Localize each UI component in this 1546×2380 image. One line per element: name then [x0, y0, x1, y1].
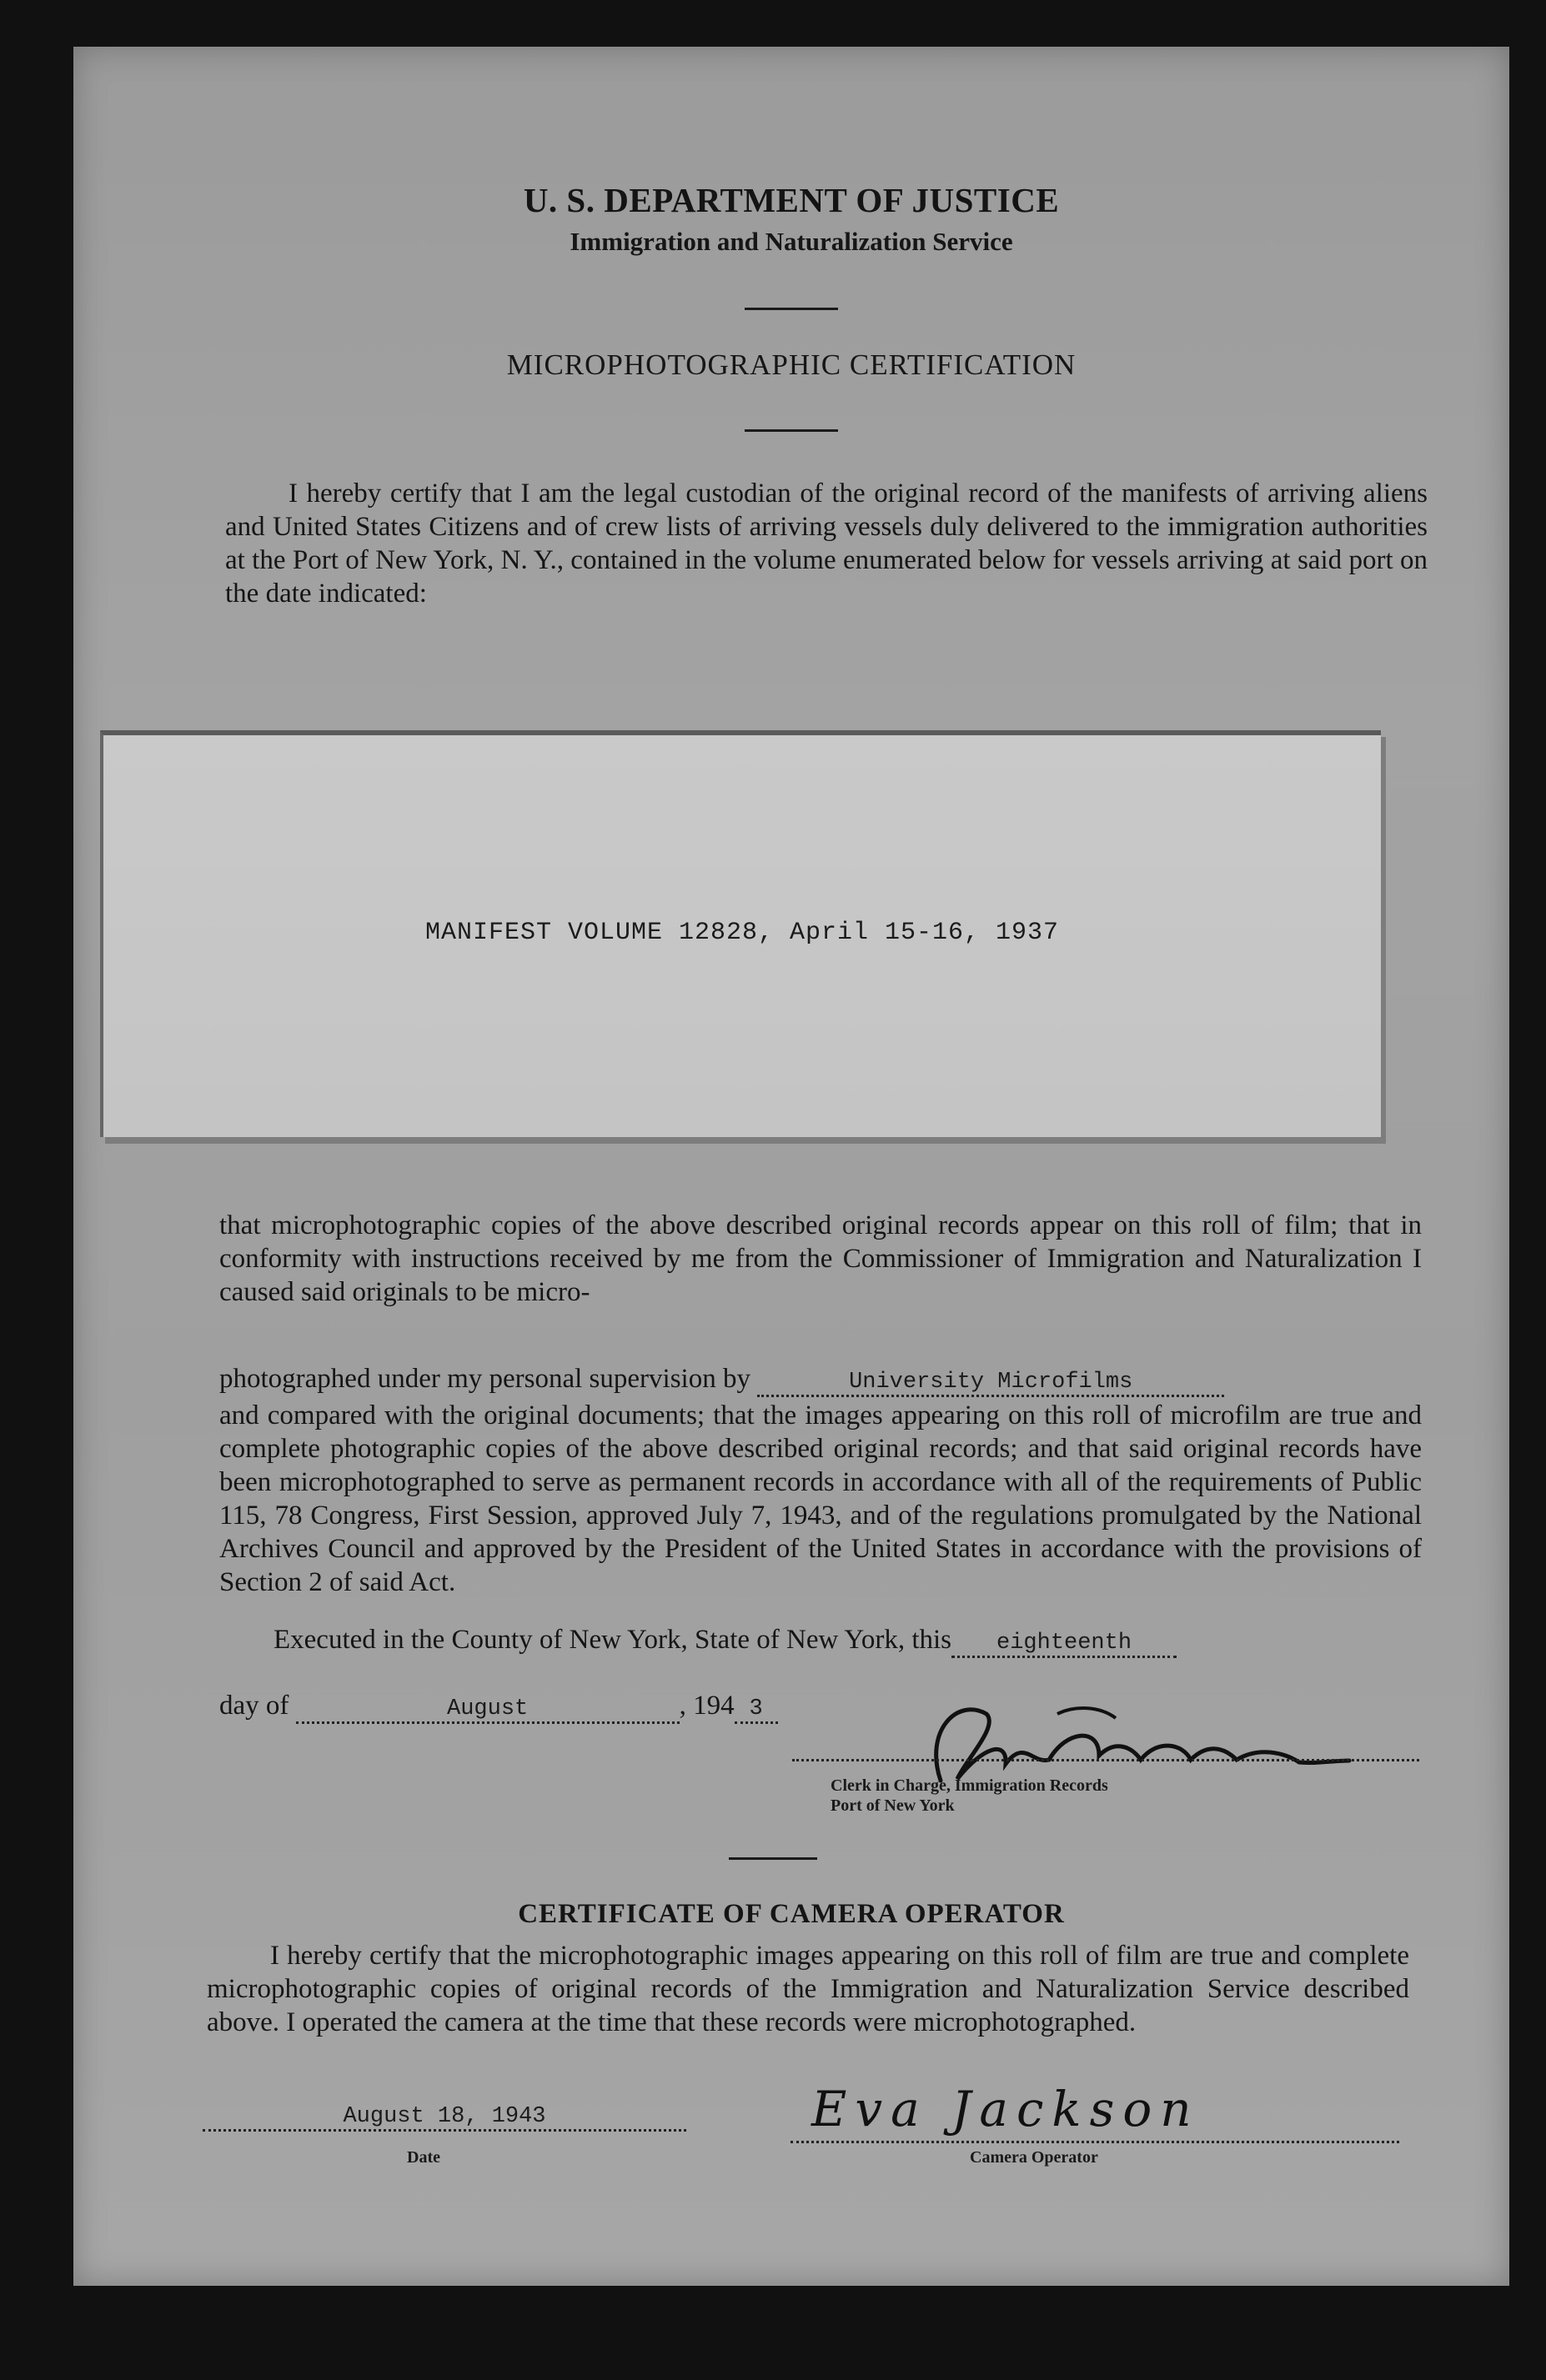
- manifest-volume-text: MANIFEST VOLUME 12828, April 15-16, 1937: [424, 919, 1060, 947]
- supervisor-field: University Microfilms: [757, 1370, 1224, 1397]
- intro-text: I hereby certify that I am the legal custodian of the original record of the manifests of arriving aliens and United States Citizens and of crew lists of arriving vessels duly delivered to the immigration authorities at the Port of New York, N. Y., contained in the volume enumerated below for vessels arriving at said port on the date indicated:: [225, 479, 1428, 609]
- divider: [745, 429, 838, 432]
- clerk-signature-line: [792, 1756, 1419, 1761]
- intro-paragraph: [225, 477, 1428, 610]
- executed-line: [274, 1625, 1177, 1658]
- divider: [745, 308, 838, 310]
- department-heading: U. S. DEPARTMENT OF JUSTICE: [523, 181, 1060, 219]
- executed-prefix: Executed in the County of New York, State of New York, this: [274, 1625, 952, 1655]
- operator-signature-line: [791, 2137, 1399, 2143]
- service-subheading: Immigration and Naturalization Service: [570, 227, 1013, 256]
- camera-certificate-paragraph: [207, 1939, 1409, 2039]
- supervision-line: [219, 1364, 1224, 1397]
- body-text-2: and compared with the original documents; that the images appearing on this roll of microfilm are true and complete photographic copies of the above described original records; and that said original records have been microphotographed to serve as permanent records in accordance with all of the requirements of Public 115, 78 Congress, First Session, approved July 7, 1943, and of the regulations promulgated by the National Archives Council and approved by the President of the United States in accordance with the provisions of Section 2 of said Act.: [219, 1400, 1422, 1597]
- operator-signature: Eva Jackson: [811, 2081, 1200, 2137]
- body-paragraph-1: [219, 1209, 1422, 1309]
- body-paragraph-2: [219, 1399, 1422, 1599]
- clerk-title-line1: Clerk in Charge, Immigration Records: [831, 1776, 1108, 1795]
- camera-certificate-title: CERTIFICATE OF CAMERA OPERATOR: [518, 1899, 1065, 1929]
- supervision-prefix: photographed under my personal supervision by: [219, 1364, 750, 1394]
- year-prefix: , 194: [679, 1691, 735, 1721]
- certificate-page: [73, 47, 1509, 2286]
- operator-label: Camera Operator: [970, 2148, 1098, 2167]
- body-text-1: that microphotographic copies of the above described original records appear on this roll of film; that in conformity with instructions received by me from the Commissioner of Immigration and Naturalization I caused said originals to be micro-: [219, 1210, 1422, 1307]
- month-field: August: [296, 1696, 680, 1724]
- clerk-title-line2: Port of New York: [831, 1796, 955, 1815]
- day-field: eighteenth: [951, 1631, 1177, 1658]
- manifest-slip: [100, 730, 1381, 1137]
- certificate-date-field: August 18, 1943: [203, 2104, 686, 2132]
- divider: [729, 1857, 817, 1860]
- document-title: MICROPHOTOGRAPHIC CERTIFICATION: [506, 348, 1077, 381]
- camera-certificate-text: I hereby certify that the microphotographic images appearing on this roll of film are true and complete microphotographic copies of original records of the Immigration and Naturalization Service described above. I operated the camera at the time that these records were microphotographed.: [207, 1941, 1409, 2037]
- day-of-label: day of: [219, 1691, 289, 1721]
- year-field: 3: [735, 1696, 778, 1724]
- date-line: [219, 1691, 778, 1724]
- certificate-date-label: Date: [407, 2148, 440, 2167]
- clerk-title: [831, 1776, 1108, 1816]
